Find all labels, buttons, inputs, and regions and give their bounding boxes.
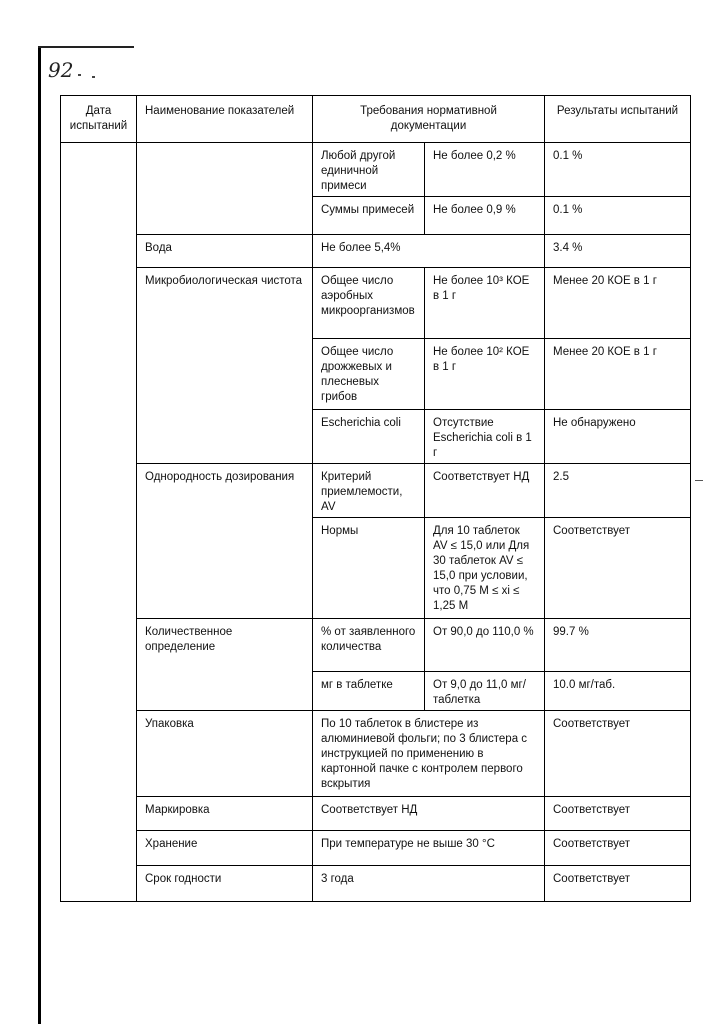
- row-result: Соответствует: [545, 866, 691, 902]
- table-row: [61, 464, 691, 518]
- handwritten-page-number: 92: [48, 58, 74, 82]
- row-norm: Отсутствие Escherichia coli в 1 г: [425, 410, 545, 464]
- table-row: [61, 268, 691, 339]
- table-row: [61, 831, 691, 866]
- name-cell: [137, 143, 313, 235]
- header-date: Дата испытаний: [61, 96, 137, 143]
- table-row: [61, 235, 691, 268]
- row-norm: Не более 0,9 %: [425, 197, 545, 235]
- row-result: Соответствует: [545, 711, 691, 797]
- row-norm: При температуре не выше 30 °C: [313, 831, 545, 866]
- row-label: Escherichia coli: [313, 410, 425, 464]
- table-row: [61, 711, 691, 797]
- row-name: Однородность дозирования: [137, 464, 313, 619]
- row-norm: От 90,0 до 110,0 %: [425, 619, 545, 672]
- row-name: Маркировка: [137, 797, 313, 831]
- row-result: Соответствует: [545, 518, 691, 619]
- table-row: [61, 143, 691, 197]
- table-header-row: [61, 96, 691, 143]
- table-row: [61, 619, 691, 672]
- row-name: Вода: [137, 235, 313, 268]
- row-name: Хранение: [137, 831, 313, 866]
- row-name: Упаковка: [137, 711, 313, 797]
- header-name: Наименование показателей: [137, 96, 313, 143]
- row-norm: 3 года: [313, 866, 545, 902]
- row-norm: Соответствует НД: [425, 464, 545, 518]
- test-results-table: [60, 95, 691, 902]
- row-result: Менее 20 КОЕ в 1 г: [545, 339, 691, 410]
- row-label: % от заявленного количества: [313, 619, 425, 672]
- header-results: Результаты испытаний: [545, 96, 691, 143]
- row-result: Соответствует: [545, 797, 691, 831]
- row-norm: Для 10 таблеток AV ≤ 15,0 или Для 30 таблеток AV ≤ 15,0 при условии, что 0,75 M ≤ xi ≤ 1,25 M: [425, 518, 545, 619]
- row-result: Менее 20 КОЕ в 1 г: [545, 268, 691, 339]
- row-norm: Не более 10² КОЕ в 1 г: [425, 339, 545, 410]
- header-requirements: Требования нормативной документации: [313, 96, 545, 143]
- row-label: Любой другой единичной примеси: [313, 143, 425, 197]
- row-label: мг в таблетке: [313, 672, 425, 711]
- row-result: 0.1 %: [545, 143, 691, 197]
- row-norm: Не более 0,2 %: [425, 143, 545, 197]
- row-result: 3.4 %: [545, 235, 691, 268]
- row-result: 10.0 мг/таб.: [545, 672, 691, 711]
- page-corner-mark: [38, 46, 134, 48]
- row-norm: Не более 10³ КОЕ в 1 г: [425, 268, 545, 339]
- row-label: Суммы примесей: [313, 197, 425, 235]
- scan-speck: [92, 76, 95, 78]
- row-result: Соответствует: [545, 831, 691, 866]
- scan-mark: [695, 480, 703, 481]
- row-norm: Не более 5,4%: [313, 235, 545, 268]
- row-name: Количественное определение: [137, 619, 313, 711]
- row-label: Общее число дрожжевых и плесневых грибов: [313, 339, 425, 410]
- row-label: Общее число аэробных микроорганизмов: [313, 268, 425, 339]
- row-result: Не обнаружено: [545, 410, 691, 464]
- date-cell: [61, 143, 137, 902]
- row-norm: От 9,0 до 11,0 мг/таблетка: [425, 672, 545, 711]
- row-label: Критерий приемлемости, AV: [313, 464, 425, 518]
- row-name: Микробиологическая чистота: [137, 268, 313, 464]
- row-name: Срок годности: [137, 866, 313, 902]
- scan-speck: [78, 74, 81, 76]
- row-label: Нормы: [313, 518, 425, 619]
- row-norm: Соответствует НД: [313, 797, 545, 831]
- table-row: [61, 797, 691, 831]
- page-left-border: [38, 46, 41, 1024]
- row-result: 0.1 %: [545, 197, 691, 235]
- row-norm: По 10 таблеток в блистере из алюминиевой фольги; по 3 блистера с инструкцией по применению в картонной пачке с контролем первого вскрытия: [313, 711, 545, 797]
- row-result: 99.7 %: [545, 619, 691, 672]
- table-row: [61, 866, 691, 902]
- row-result: 2.5: [545, 464, 691, 518]
